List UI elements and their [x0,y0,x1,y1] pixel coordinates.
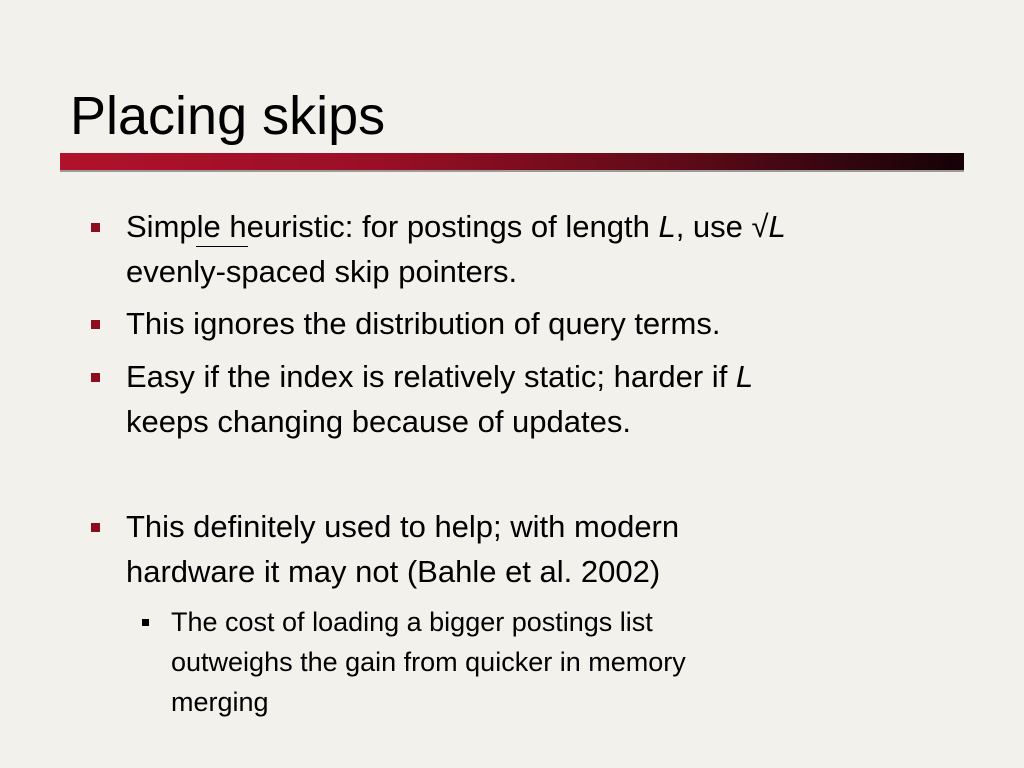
bullet-4-line-1: This definitely used to help; with modern [126,509,680,544]
bullet-1-line-2: evenly-spaced skip pointers. [126,254,518,289]
sub-bullet-line-2: outweighs the gain from quicker in memory [171,647,686,677]
title-rule [60,153,964,170]
sub-bullet-1 [171,602,851,722]
bullet-1 [126,204,926,294]
bullet-3-line-1 [126,354,926,399]
bullet-3-text-a: Easy if the index is relatively static; harder if [126,359,736,394]
bullet-1-text-a: Simple heuristic: for postings of length [126,209,659,244]
sub-bullet-line-1: The cost of loading a bigger postings list [171,607,653,637]
square-bullet-icon [91,523,100,532]
variable-l: L [658,209,676,244]
bullet-1-line-1 [126,204,926,249]
variable-l: L [768,209,786,244]
sqrt-symbol: √ [751,209,769,244]
bullet-2 [126,301,926,346]
square-sub-bullet-icon [142,619,149,626]
bullet-3-line-2: keeps changing because of updates. [126,404,631,439]
square-bullet-icon [91,373,100,382]
bullet-1-text-b: , use [675,209,752,244]
square-bullet-icon [91,320,100,329]
slide-title: Placing skips [70,86,386,146]
variable-l: L [735,359,754,394]
square-bullet-icon [91,223,100,232]
bullet-4-line-2: hardware it may not (Bahle et al. 2002) [126,554,661,589]
bullet-2-text: This ignores the distribution of query terms. [126,306,721,341]
sub-bullet-line-3: merging [171,687,269,717]
bullet-3 [126,354,926,444]
bullet-4 [126,504,926,594]
